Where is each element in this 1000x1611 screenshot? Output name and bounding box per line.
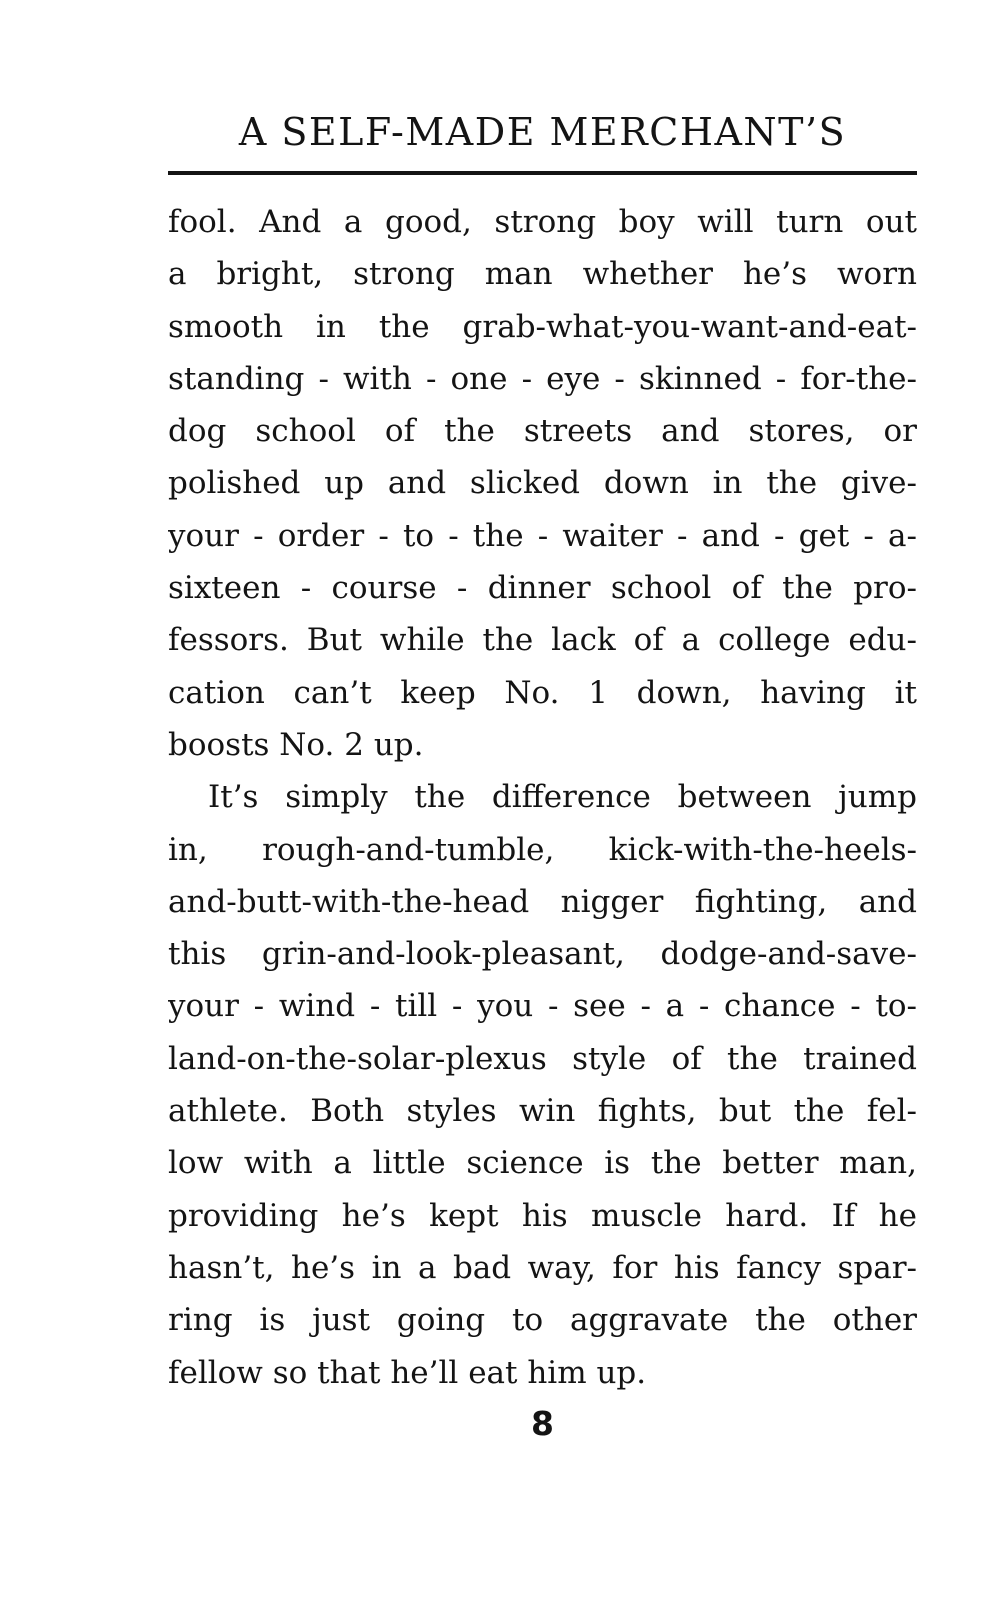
text-line: fellow so that he’ll eat him up.	[168, 1354, 647, 1391]
running-head: A SELF-MADE MERCHANT’S	[238, 110, 847, 154]
text-line: land-on-the-solar-plexus style of the trained	[168, 1040, 917, 1077]
text-line: providing he’s kept his muscle hard. If he	[168, 1197, 917, 1234]
text-line: and-butt-with-the-head nigger fighting, and	[168, 883, 917, 920]
body-text	[168, 196, 917, 1399]
text-line: your - order - to - the - waiter - and - get - a-	[168, 517, 917, 554]
text-line: smooth in the grab-what-you-want-and-eat-	[168, 308, 917, 345]
text-line: low with a little science is the better man,	[168, 1145, 917, 1182]
text-line: cation can’t keep No. 1 down, having it	[168, 674, 917, 711]
text-line: standing - with - one - eye - skinned - for-the-	[168, 360, 917, 397]
paragraph-1	[168, 196, 917, 771]
text-line: It’s simply the difference between jump	[208, 779, 917, 816]
text-line: polished up and slicked down in the give-	[168, 465, 917, 502]
text-line: dog school of the streets and stores, or	[168, 413, 917, 450]
text-line: athlete. Both styles win fights, but the fel-	[168, 1093, 917, 1130]
text-line: boosts No. 2 up.	[168, 726, 424, 763]
text-line: hasn’t, he’s in a bad way, for his fancy spar-	[168, 1249, 917, 1286]
text-line: ring is just going to aggravate the other	[168, 1302, 917, 1339]
text-line: this grin-and-look-pleasant, dodge-and-save-	[168, 936, 917, 973]
header-rule	[168, 171, 917, 175]
text-line: your - wind - till - you - see - a - chance - to-	[168, 988, 917, 1025]
paragraph-2	[168, 771, 917, 1399]
text-line: in, rough-and-tumble, kick-with-the-heels-	[168, 831, 917, 868]
text-line: a bright, strong man whether he’s worn	[168, 256, 917, 293]
text-line: fessors. But while the lack of a college edu-	[168, 622, 917, 659]
text-line: sixteen - course - dinner school of the pro-	[168, 570, 917, 607]
text-line: fool. And a good, strong boy will turn out	[168, 204, 917, 240]
page-number: 8	[531, 1404, 554, 1443]
